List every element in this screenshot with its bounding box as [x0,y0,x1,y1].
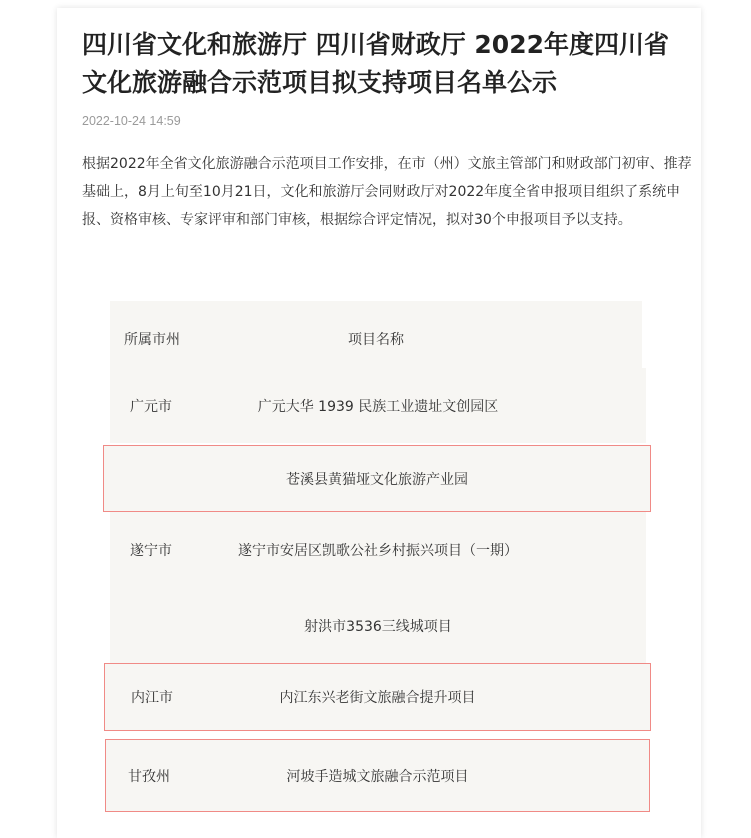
header-project: 项目名称 [348,332,404,348]
table-header [110,301,642,368]
row-project: 射洪市3536三线城项目 [304,618,452,635]
row-city: 遂宁市 [130,543,172,559]
article-intro: 根据2022年全省文化旅游融合示范项目工作安排，在市（州）文旅主管部门和财政部门初审、推荐基础上，8月上旬至10月21日，文化和旅游厅会同财政厅对2022年度全省申报项目组织了系统申报、资格审核、专家评审和部门审核，根据综合评定情况，拟对30个申报项目予以支持。 [82,156,692,228]
row-project: 苍溪县黄猫垭文化旅游产业园 [286,471,468,488]
publish-date: 2022-10-24 14:59 [82,114,181,128]
row-city: 甘孜州 [128,768,170,785]
row-city: 广元市 [130,398,172,415]
row-project: 广元大华 1939 民族工业遗址文创园区 [257,398,499,415]
table-row-highlighted [105,664,650,730]
table-row-highlighted [106,740,649,811]
article-title: 四川省文化和旅游厅 四川省财政厅 2022年度四川省文化旅游融合示范项目拟支持项目名单公示 [82,30,669,97]
row-city: 内江市 [131,690,173,706]
row-project: 河坡手造城文旅融合示范项目 [286,768,469,785]
row-project: 内江东兴老街文旅融合提升项目 [279,690,476,706]
table-row [110,512,646,588]
table-row [110,368,646,443]
table-row [110,588,646,663]
table-row-highlighted [104,446,650,511]
header-city: 所属市州 [124,332,180,348]
row-project: 遂宁市安居区凯歌公社乡村振兴项目（一期） [238,543,518,559]
